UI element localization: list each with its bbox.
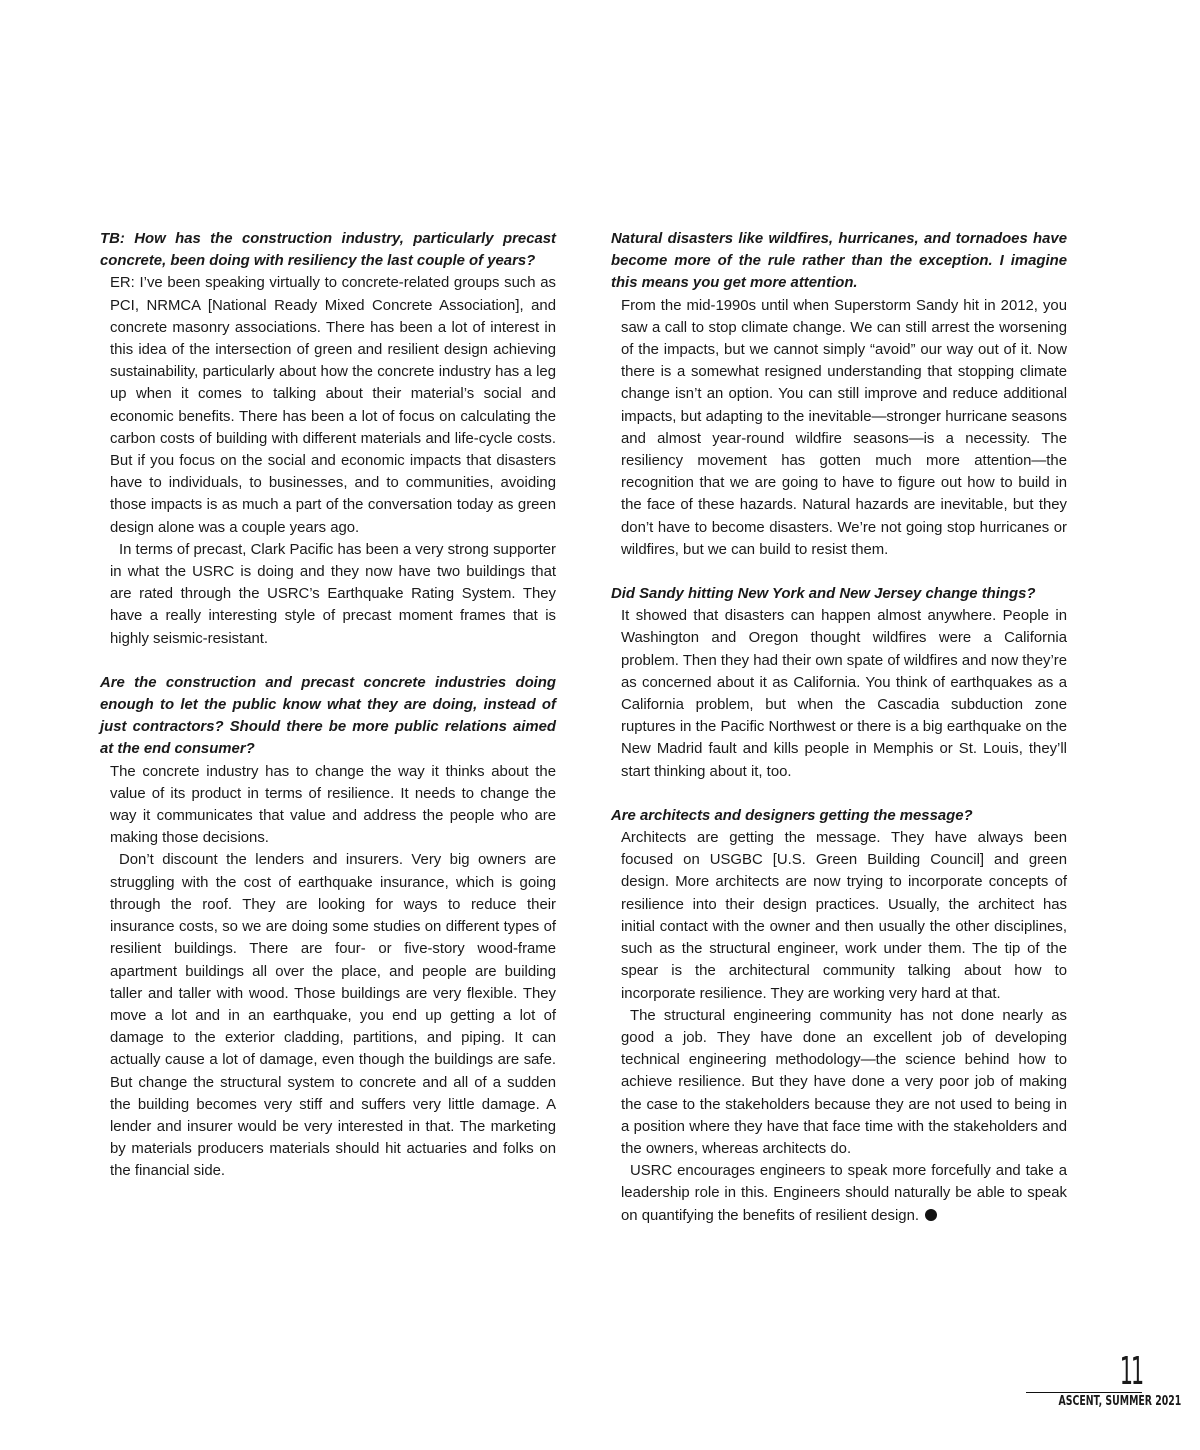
answer-paragraph: From the mid-1990s until when Superstorm Sandy hit in 2012, you saw a call to stop climate change. We can still arrest the worsening of the impacts, but we cannot simply “avoid” our way out of it. Now there is a somewhat resigned understanding that stopping climate change isn’t an option. You can still improve and reduce additional impacts, but adapting to the inevitable—stronger hurricane seasons and almost year-round wildfire seasons—is a necessity. The resiliency movement has gotten much more attention—the recognition that we are going to have to figure out how to build in the face of these hazards. Natural hazards are inevitable, but they don’t have to become disasters. We’re not going stop hurricanes or wildfires, but we can build to resist them.: [621, 297, 1067, 558]
left-column: [100, 228, 556, 1183]
answer-paragraph: Architects are getting the message. They have always been focused on USGBC [U.S. Green Building Council] and green design. More architects are now trying to incorporate concepts of resilience into their design practices. Usually, the architect has initial contact with the owner and then usually the other disciplines, such as the structural engineer, work under them. The tip of the spear is the architectural community talking about how to incorporate resilience. They are working very hard at that.: [621, 830, 1067, 1002]
section-spacer: [100, 650, 556, 672]
publication-line: ASCENT, SUMMER 2021: [1058, 1394, 1182, 1409]
answer-paragraph: The structural engineering community has not done nearly as good a job. They have done an excellent job of developing technical engineering methodology—the science behind how to achieve resilience. But they have done a very poor job of making the case to the stakeholders because they are not used to being in a position where they have that face time with the stakeholders and the owners, whereas architects do.: [621, 1007, 1067, 1157]
answer-paragraph: It showed that disasters can happen almost anywhere. People in Washington and Oregon thought wildfires were a California problem. Then they had their own spate of wildfires and now they’re as concerned about it as California. You think of earthquakes as a California problem, but when the Cascadia subduction zone ruptures in the Pacific Northwest or there is a big earthquake on the New Madrid fault and kills people in Memphis or St. Louis, they’ll start thinking about it, too.: [621, 608, 1067, 780]
question-public-relations: Are the construction and precast concrete industries doing enough to let the public know what they are doing, instead of just contractors? Should there be more public relations aimed at the end consumer?: [100, 674, 556, 758]
page-folio: [1026, 1349, 1182, 1410]
question-construction-industry: TB: How has the construction industry, particularly precast concrete, been doing with resiliency the last couple of years?: [100, 231, 556, 270]
end-of-article-icon: [925, 1209, 937, 1221]
section-spacer: [611, 783, 1067, 805]
answer-paragraph: In terms of precast, Clark Pacific has been a very strong supporter in what the USRC is doing and they now have two buildings that are rated through the USRC’s Earthquake Rating System. They have a really interesting style of precast moment frames that is highly seismic-resistant.: [110, 541, 556, 647]
answer-paragraph: ER: I’ve been speaking virtually to concrete-related groups such as PCI, NRMCA [National Ready Mixed Concrete Association], and concrete masonry associations. There has been a lot of interest in this idea of the intersection of green and resilient design achieving sustainability, particularly about how the concrete industry has a leg up when it comes to talking about their material’s social and economic benefits. There has been a lot of focus on calculating the carbon costs of building with different materials and life-cycle costs. But if you focus on the social and economic impacts that disasters have to individuals, to businesses, and to communities, avoiding those impacts is as much a part of the conversation today as green design alone was a couple years ago.: [110, 275, 556, 536]
right-column: [611, 228, 1067, 1227]
answer-paragraph: Don’t discount the lenders and insurers. Very big owners are struggling with the cost of earthquake insurance, which is going through the roof. They are looking for ways to reduce their insurance costs, so we are doing some studies on different types of resilient buildings. There are four- or five-story wood-frame apartment buildings all over the place, and people are building taller and taller with wood. Those buildings are very flexible. They move a lot and in an earthquake, you end up getting a lot of damage to the exterior cladding, partitions, and piping. It can actually cause a lot of damage, even though the buildings are safe. But change the structural system to concrete and all of a sudden the building becomes very stiff and suffers very little damage. A lender and insurer would be very interested in that. The marketing by materials producers materials should hit actuaries and folks on the financial side.: [110, 852, 556, 1180]
answer-paragraph-final: [611, 1160, 1067, 1227]
question-natural-disasters: Natural disasters like wildfires, hurricanes, and tornadoes have become more of the rule rather than the exception. I imagine this means you get more attention.: [611, 231, 1067, 292]
answer-paragraph: The concrete industry has to change the way it thinks about the value of its product in terms of resilience. It needs to change the way it communicates that value and address the people who are making those decisions.: [110, 763, 556, 847]
final-paragraph-text: USRC encourages engineers to speak more forcefully and take a leadership role in this. Engineers should naturally be able to speak on quantifying the benefits of resilient design.: [621, 1163, 1067, 1224]
question-architects: Are architects and designers getting the message?: [611, 807, 973, 824]
section-spacer: [611, 561, 1067, 583]
page-number: 11: [1119, 1349, 1142, 1393]
question-sandy: Did Sandy hitting New York and New Jersey change things?: [611, 586, 1036, 603]
